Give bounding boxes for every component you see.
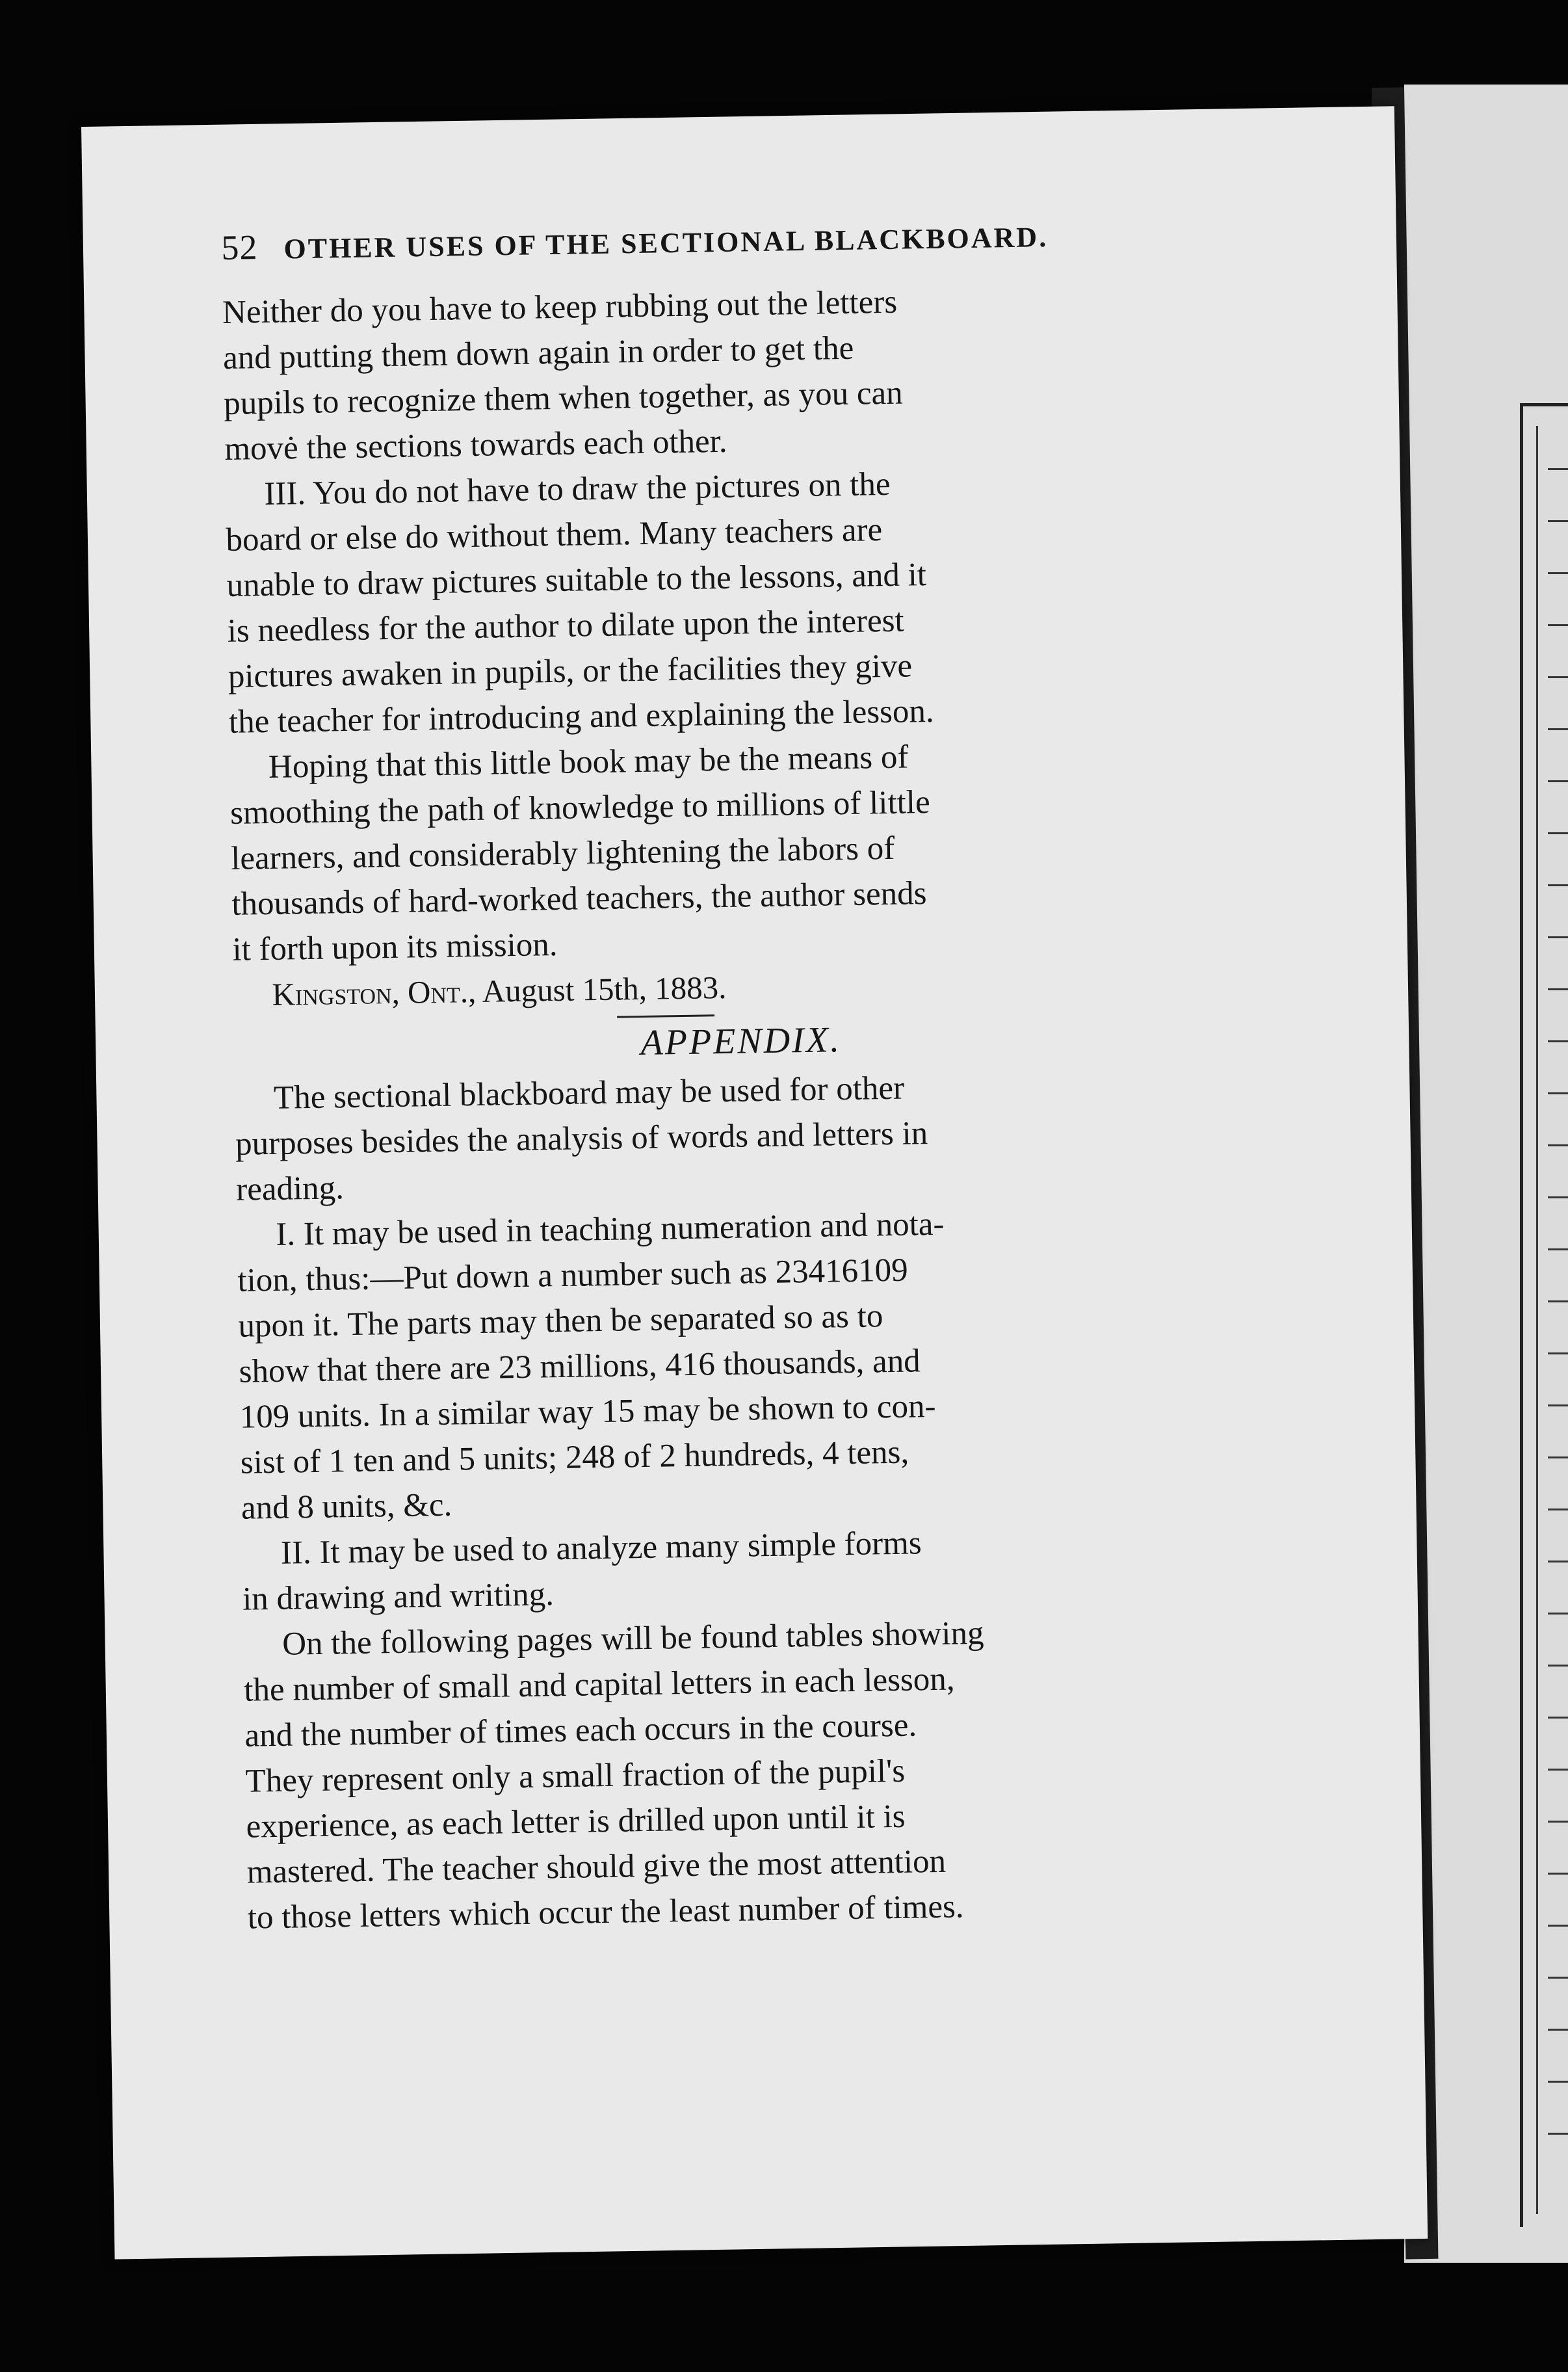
table-row-rule bbox=[1548, 832, 1568, 834]
text-line: upon it. The parts may then be separated so as to bbox=[238, 1298, 883, 1345]
text-line: board or else do without them. Many teachers are bbox=[226, 512, 883, 559]
table-row-rule bbox=[1548, 1613, 1568, 1614]
table-row-rule bbox=[1548, 1300, 1568, 1302]
table-row-rule bbox=[1548, 572, 1568, 574]
table-row-rule bbox=[1548, 468, 1568, 470]
table-row-rule bbox=[1548, 1925, 1568, 1927]
paragraph bbox=[237, 1196, 1256, 1531]
paragraph bbox=[234, 1060, 1250, 1212]
text-line: Hoping that this little book may be the means of bbox=[268, 739, 909, 785]
text-line: it forth upon its mission. bbox=[232, 927, 558, 968]
text-line: learners, and considerably lightening the labors of bbox=[230, 830, 895, 877]
text-line: and 8 units, &c. bbox=[241, 1486, 452, 1527]
text-line: On the following pages will be found tables showing bbox=[281, 1614, 984, 1663]
table-row-rule bbox=[1548, 884, 1568, 886]
text-line: and the number of times each occurs in the course. bbox=[244, 1707, 917, 1754]
text-line: experience, as each letter is drilled upon until it is bbox=[246, 1798, 906, 1845]
text-line: the teacher for introducing and explaining the lesson. bbox=[228, 692, 935, 741]
text-line: Neither do you have to keep rubbing out the letters bbox=[222, 283, 898, 331]
text-line: sist of 1 ten and 5 units; 248 of 2 hundreds, 4 tens, bbox=[240, 1434, 909, 1481]
signature-date: August 15th, 1883. bbox=[482, 969, 727, 1009]
table-row-rule bbox=[1548, 936, 1568, 938]
paragraph bbox=[229, 729, 1247, 972]
table-row-rule bbox=[1548, 624, 1568, 626]
paragraph bbox=[243, 1606, 1262, 1940]
text-line: is needless for the author to dilate upon the interest bbox=[227, 602, 905, 650]
table-row-rule bbox=[1548, 1456, 1568, 1458]
page-content bbox=[221, 211, 1262, 1940]
text-line: movė the sections towards each other. bbox=[224, 423, 727, 468]
table-inner-rule bbox=[1536, 426, 1538, 2214]
text-line: They represent only a small fraction of the pupil's bbox=[245, 1752, 906, 1800]
text-line: in drawing and writing. bbox=[242, 1576, 555, 1618]
table-row-rule bbox=[1548, 2133, 1568, 2135]
table-row-rule bbox=[1548, 1404, 1568, 1406]
table-row-rule bbox=[1548, 1092, 1568, 1094]
text-line: pupils to recognize them when together, as you can bbox=[223, 375, 904, 422]
table-row-rule bbox=[1548, 1561, 1568, 1562]
text-line: smoothing the path of knowledge to millions of little bbox=[229, 784, 931, 832]
table-row-rule bbox=[1548, 1821, 1568, 1823]
table-row-rule bbox=[1548, 1196, 1568, 1198]
table-row-rule bbox=[1548, 780, 1568, 782]
table-row-rule bbox=[1548, 2081, 1568, 2083]
text-line: show that there are 23 millions, 416 thousands, and bbox=[239, 1343, 921, 1390]
table-row-rule bbox=[1548, 1040, 1568, 1042]
text-line: purposes besides the analysis of words and letters in bbox=[235, 1115, 928, 1163]
text-line: unable to draw pictures suitable to the lessons, and it bbox=[226, 557, 927, 604]
appendix-heading: APPENDIX. bbox=[640, 1020, 842, 1064]
table-row-rule bbox=[1548, 676, 1568, 678]
table-row-rule bbox=[1548, 988, 1568, 990]
page-number: 52 bbox=[221, 228, 258, 267]
facing-page-table-border bbox=[1520, 403, 1568, 2227]
table-row-rule bbox=[1548, 1717, 1568, 1719]
text-line: III. You do not have to draw the pictures on the bbox=[264, 466, 891, 513]
paragraph bbox=[241, 1515, 1257, 1622]
text-line: II. It may be used to analyze many simple forms bbox=[280, 1525, 922, 1572]
table-row-rule bbox=[1548, 520, 1568, 522]
text-line: mastered. The teacher should give the most attention bbox=[246, 1843, 947, 1891]
running-title: OTHER USES OF THE SECTIONAL BLACKBOARD. bbox=[283, 221, 1049, 265]
text-line: reading. bbox=[235, 1170, 345, 1208]
text-line: I. It may be used in teaching numeration and nota- bbox=[275, 1206, 945, 1253]
table-row-rule bbox=[1548, 1873, 1568, 1875]
table-row-rule bbox=[1548, 728, 1568, 730]
table-row-rule bbox=[1548, 1665, 1568, 1667]
paragraph bbox=[222, 274, 1239, 471]
text-line: thousands of hard-worked teachers, the author sends bbox=[231, 875, 927, 923]
signature-place: Kingston, Ont., bbox=[272, 973, 477, 1012]
table-row-rule bbox=[1548, 1509, 1568, 1510]
table-row-rule bbox=[1548, 1352, 1568, 1354]
table-row-rule bbox=[1548, 1144, 1568, 1146]
text-line: the number of small and capital letters in each lesson, bbox=[243, 1661, 955, 1709]
table-row-rule bbox=[1548, 1977, 1568, 1979]
text-line: pictures awaken in pupils, or the facilities they give bbox=[228, 648, 913, 695]
text-line: tion, thus:—Put down a number such as 23416109 bbox=[237, 1252, 909, 1299]
paragraph bbox=[225, 456, 1243, 745]
table-row-rule bbox=[1548, 2029, 1568, 2031]
text-line: The sectional blackboard may be used for other bbox=[273, 1070, 905, 1116]
text-line: 109 units. In a similar way 15 may be shown to con- bbox=[239, 1388, 936, 1436]
table-row-rule bbox=[1548, 1248, 1568, 1250]
text-line: to those letters which occur the least number of times. bbox=[247, 1888, 965, 1936]
text-line: and putting them down again in order to get the bbox=[222, 330, 854, 376]
table-row-rule bbox=[1548, 1769, 1568, 1771]
